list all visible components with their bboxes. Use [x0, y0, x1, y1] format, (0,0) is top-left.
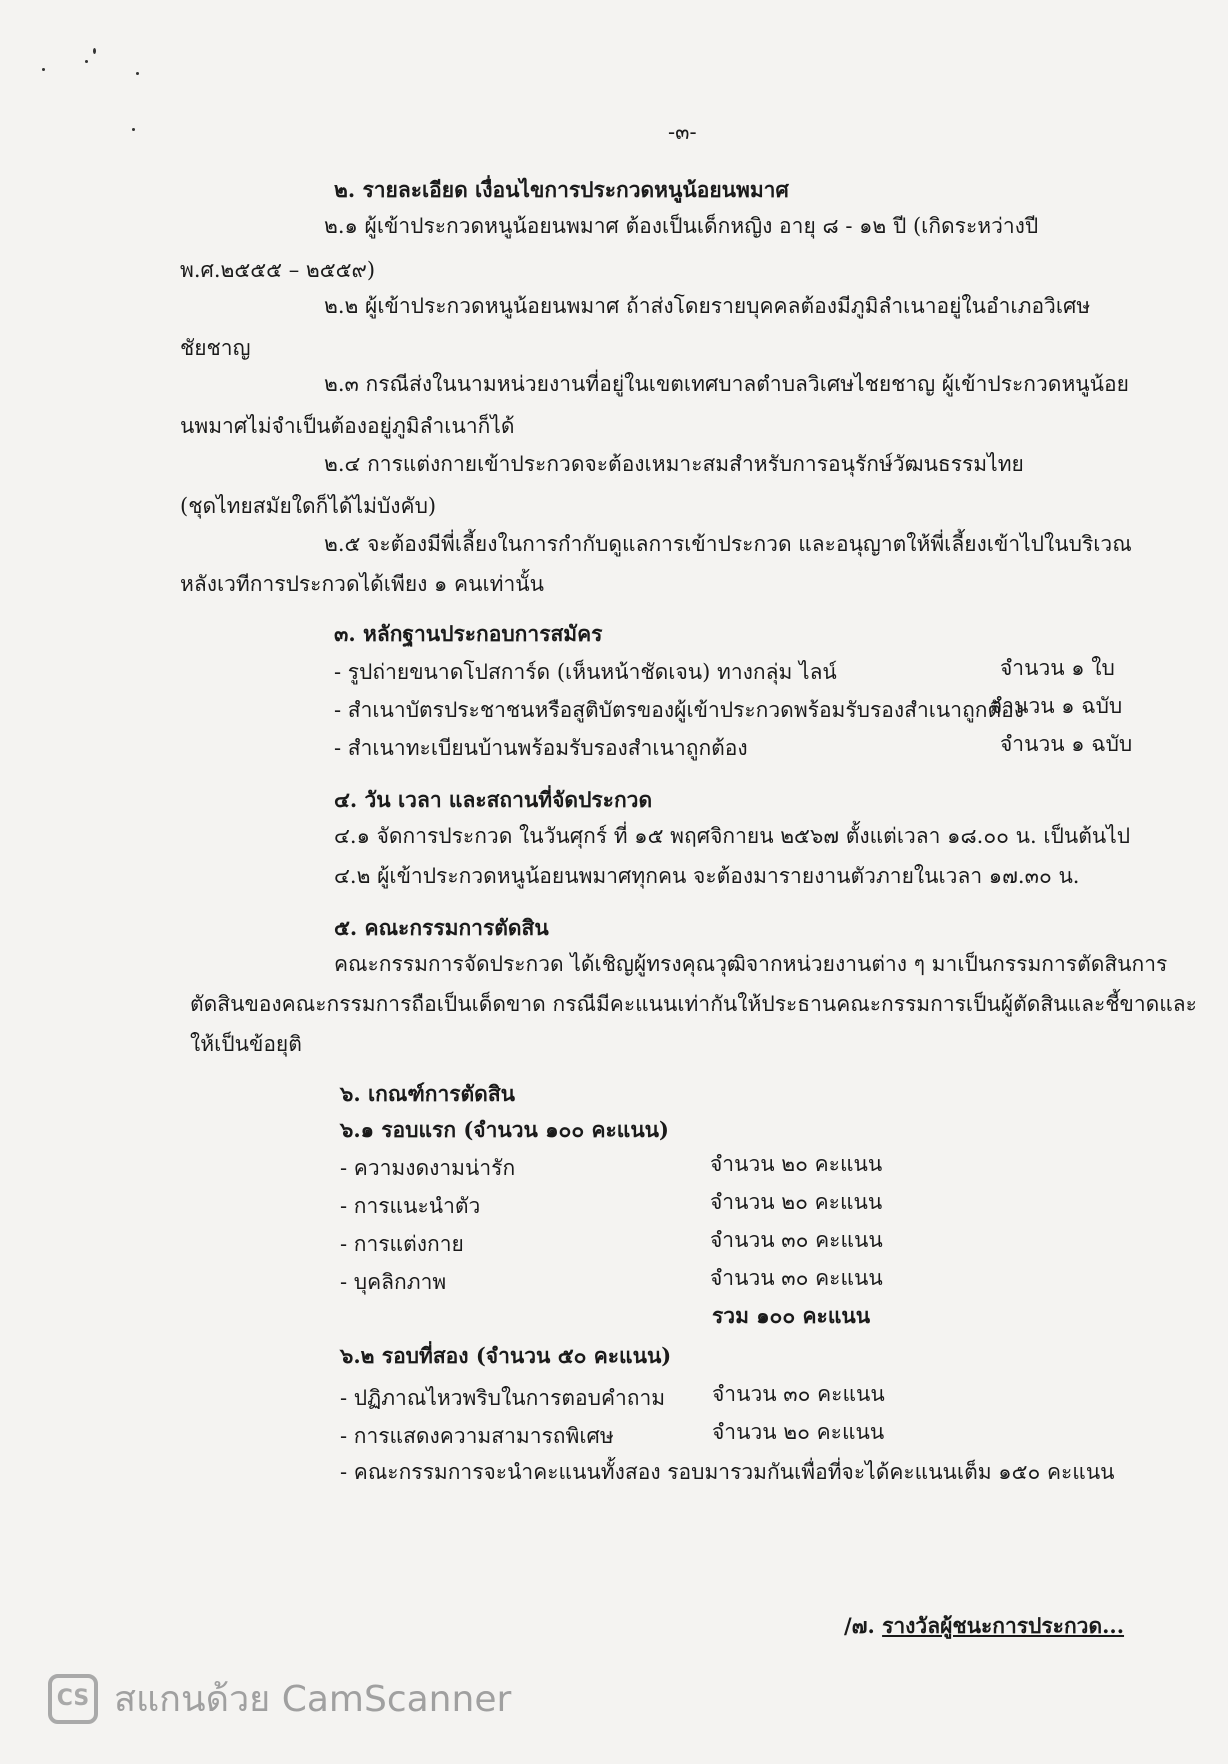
section2-p5-line1: ๒.๕ จะต้องมีพี่เลี้ยงในการกำกับดูแลการเข้าประกวด และอนุญาตให้พี่เลี้ยงเข้าไปในบริเวณ	[324, 532, 1132, 556]
section5-line3: ให้เป็นข้อยุติ	[190, 1032, 302, 1056]
section3-item-1-qty: จำนวน ๑ ใบ	[1000, 656, 1115, 680]
section5-line2: ตัดสินของคณะกรรมการถือเป็นเด็ดขาด กรณีมีคะแนนเท่ากันให้ประธานคณะกรรมการเป็นผู้ตัดสินและชี้ขาดและ	[190, 992, 1197, 1016]
section3-heading: ๓. หลักฐานประกอบการสมัคร	[334, 621, 603, 646]
section2-p2-line1: ๒.๒ ผู้เข้าประกวดหนูน้อยนพมาศ ถ้าส่งโดยรายบุคคลต้องมีภูมิลำเนาอยู่ในอำเภอวิเศษ	[324, 294, 1091, 318]
round1-item-label: - ความงดงามน่ารัก	[340, 1156, 516, 1180]
section4-p1: ๔.๑ จัดการประกวด ในวันศุกร์ ที่ ๑๕ พฤศจิกายน ๒๕๖๗ ตั้งแต่เวลา ๑๘.๐๐ น. เป็นต้นไป	[334, 824, 1131, 848]
camscanner-watermark	[48, 1670, 511, 1727]
round2-note: - คณะกรรมการจะนำคะแนนทั้งสอง รอบมารวมกันเพื่อที่จะได้คะแนนเต็ม ๑๕๐ คะแนน	[340, 1460, 1115, 1484]
section3-item-3-qty: จำนวน ๑ ฉบับ	[1000, 732, 1133, 756]
scan-speck	[42, 68, 45, 71]
section2-p1-line2: พ.ศ.๒๕๕๕ – ๒๕๕๙)	[180, 258, 376, 282]
scan-speck	[132, 128, 135, 131]
section2-p2-line2: ชัยชาญ	[180, 336, 251, 360]
section6-heading: ๖. เกณฑ์การตัดสิน	[340, 1081, 515, 1106]
section2-p3-line1: ๒.๓ กรณีส่งในนามหน่วยงานที่อยู่ในเขตเทศบาลตำบลวิเศษไชยชาญ ผู้เข้าประกวดหนูน้อย	[324, 372, 1129, 396]
section2-p4-line1: ๒.๔ การแต่งกายเข้าประกวดจะต้องเหมาะสมสำหรับการอนุรักษ์วัฒนธรรมไทย	[324, 452, 1024, 476]
section2-p5-line2: หลังเวทีการประกวดได้เพียง ๑ คนเท่านั้น	[180, 572, 544, 596]
section2-p4-line2: (ชุดไทยสมัยใดก็ได้ไม่บังคับ)	[180, 494, 437, 518]
section5-heading: ๕. คณะกรรมการตัดสิน	[334, 915, 549, 940]
round1-item-label: - การแต่งกาย	[340, 1232, 464, 1256]
round1-item-label: - การแนะนำตัว	[340, 1194, 481, 1218]
round2-item-label: - ปฏิภาณไหวพริบในการตอบคำถาม	[340, 1386, 666, 1410]
camscanner-logo-icon: CS	[48, 1674, 98, 1724]
section2-p1-line1: ๒.๑ ผู้เข้าประกวดหนูน้อยนพมาศ ต้องเป็นเด็กหญิง อายุ ๘ - ๑๒ ปี (เกิดระหว่างปี	[324, 214, 1039, 238]
section3-item-1: - รูปถ่ายขนาดโปสการ์ด (เห็นหน้าชัดเจน) ทางกลุ่ม ไลน์	[334, 660, 837, 684]
round1-item-score: จำนวน ๒๐ คะแนน	[710, 1152, 883, 1176]
next-page-text: รางวัลผู้ชนะการประกวด...	[882, 1613, 1125, 1638]
scan-speck	[136, 72, 139, 75]
section2-heading: ๒. รายละเอียด เงื่อนไขการประกวดหนูน้อยนพมาศ	[334, 177, 789, 202]
scan-speck	[85, 60, 88, 63]
round2-item-score: จำนวน ๓๐ คะแนน	[712, 1382, 885, 1406]
round2-heading: ๖.๒ รอบที่สอง (จำนวน ๕๐ คะแนน)	[340, 1343, 672, 1368]
round1-heading: ๖.๑ รอบแรก (จำนวน ๑๐๐ คะแนน)	[340, 1117, 669, 1142]
next-page-reference	[844, 1612, 1124, 1640]
round1-total: รวม ๑๐๐ คะแนน	[712, 1303, 871, 1328]
round2-item-score: จำนวน ๒๐ คะแนน	[712, 1420, 885, 1444]
round2-item-label: - การแสดงความสามารถพิเศษ	[340, 1424, 614, 1448]
section4-heading: ๔. วัน เวลา และสถานที่จัดประกวด	[334, 787, 653, 812]
section2-p3-line2: นพมาศไม่จำเป็นต้องอยู่ภูมิลำเนาก็ได้	[180, 414, 515, 438]
round1-item-score: จำนวน ๓๐ คะแนน	[710, 1266, 883, 1290]
scan-speck	[93, 48, 96, 54]
section3-item-3: - สำเนาทะเบียนบ้านพร้อมรับรองสำเนาถูกต้อง	[334, 736, 748, 760]
section4-p2: ๔.๒ ผู้เข้าประกวดหนูน้อยนพมาศทุกคน จะต้องมารายงานตัวภายในเวลา ๑๗.๓๐ น.	[334, 864, 1080, 888]
section5-line1: คณะกรรมการจัดประกวด ได้เชิญผู้ทรงคุณวุฒิจากหน่วยงานต่าง ๆ มาเป็นกรรมการตัดสินการ	[334, 952, 1168, 976]
round1-item-score: จำนวน ๒๐ คะแนน	[710, 1190, 883, 1214]
camscanner-text: สแกนด้วย CamScanner	[114, 1679, 512, 1720]
round1-item-label: - บุคลิกภาพ	[340, 1270, 447, 1294]
round1-item-score: จำนวน ๓๐ คะแนน	[710, 1228, 883, 1252]
page-number: -๓-	[668, 120, 697, 144]
section3-item-2-qty: จำนวน ๑ ฉบับ	[990, 694, 1123, 718]
section3-item-2: - สำเนาบัตรประชาชนหรือสูติบัตรของผู้เข้าประกวดพร้อมรับรองสำเนาถูกต้อง	[334, 698, 1025, 722]
next-page-prefix: /๗.	[844, 1613, 875, 1638]
